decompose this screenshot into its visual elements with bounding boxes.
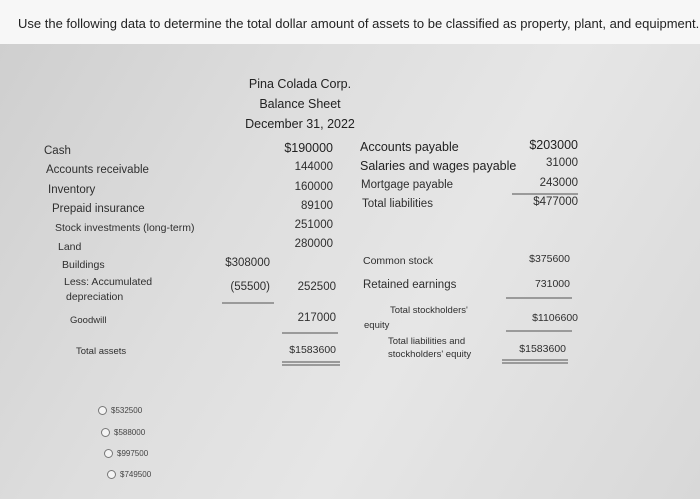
accounts-receivable-value: 144000: [294, 161, 333, 173]
answer-option-4-label: $749500: [120, 470, 152, 479]
total-liab-equity-value: $1583600: [519, 343, 566, 355]
mortgage-payable-value: 243000: [539, 177, 578, 189]
accounts-payable-label: Accounts payable: [360, 140, 459, 154]
accounts-receivable-label: Accounts receivable: [46, 164, 149, 176]
radio-button-icon[interactable]: [107, 470, 116, 479]
total-equity-label-1: Total stockholders': [390, 305, 468, 316]
common-stock-value: $375600: [529, 253, 570, 265]
prepaid-insurance-value: 89100: [301, 200, 333, 212]
salaries-payable-value: 31000: [546, 157, 578, 169]
total-liab-equity-underline-1: [502, 359, 568, 361]
total-liabilities-value: $477000: [533, 196, 578, 208]
accounts-payable-value: $203000: [529, 138, 578, 152]
answer-option-3-label: $997500: [117, 449, 149, 458]
salaries-payable-label: Salaries and wages payable: [360, 159, 517, 173]
total-equity-label-2: equity: [364, 320, 390, 331]
goodwill-label: Goodwill: [70, 315, 107, 326]
land-value: 280000: [294, 238, 333, 250]
radio-button-icon[interactable]: [98, 406, 107, 415]
goodwill-underline: [282, 332, 338, 334]
mortgage-payable-label: Mortgage payable: [361, 179, 454, 191]
total-assets-value: $1583600: [289, 344, 336, 356]
total-liab-equity-label-1: Total liabilities and: [388, 336, 466, 347]
buildings-label: Buildings: [62, 259, 105, 271]
total-assets-label: Total assets: [76, 346, 127, 357]
accum-dep-underline: [222, 302, 274, 304]
inventory-value: 160000: [294, 181, 333, 193]
retained-earnings-label: Retained earnings: [363, 279, 457, 291]
radio-button-icon[interactable]: [104, 449, 113, 458]
accum-dep-label-1: Less: Accumulated: [64, 276, 153, 288]
answer-option-2[interactable]: [101, 428, 145, 437]
question-header: [0, 0, 700, 45]
buildings-net-value: 252500: [297, 281, 336, 293]
answer-option-1[interactable]: [98, 406, 142, 415]
total-liabilities-label: Total liabilities: [362, 198, 433, 210]
buildings-amount: $308000: [225, 257, 270, 269]
stock-investments-value: 251000: [294, 219, 333, 231]
total-equity-underline: [506, 330, 572, 332]
balance-sheet-photo: [0, 44, 700, 499]
total-assets-underline-2: [282, 364, 340, 366]
answer-option-2-label: $588000: [114, 428, 146, 437]
total-assets-underline-1: [282, 361, 340, 363]
prepaid-insurance-label: Prepaid insurance: [52, 203, 145, 215]
answer-option-1-label: $532500: [111, 406, 143, 415]
inventory-label: Inventory: [48, 184, 96, 196]
answer-option-3[interactable]: [104, 449, 148, 458]
stock-investments-label: Stock investments (long-term): [55, 222, 195, 234]
land-label: Land: [58, 241, 82, 253]
total-liab-equity-underline-2: [502, 362, 568, 364]
common-stock-label: Common stock: [363, 255, 434, 267]
company-name: Pina Colada Corp.: [248, 77, 352, 91]
statement-date: December 31, 2022: [245, 117, 355, 131]
mortgage-underline: [512, 193, 578, 195]
accum-dep-amount: (55500): [230, 281, 270, 293]
statement-title: Balance Sheet: [259, 97, 341, 111]
cash-label: Cash: [44, 145, 71, 157]
goodwill-value: 217000: [297, 312, 336, 324]
radio-button-icon[interactable]: [101, 428, 110, 437]
retained-earnings-value: 731000: [534, 278, 570, 290]
answer-option-4[interactable]: [107, 470, 151, 479]
total-liab-equity-label-2: stockholders' equity: [388, 349, 472, 360]
cash-value: $190000: [284, 141, 333, 155]
total-equity-value: $1106600: [532, 312, 578, 324]
question-text: Use the following data to determine the total dollar amount of assets to be classified as property, plant, and equipment.: [18, 16, 700, 31]
retained-earnings-underline: [506, 297, 572, 299]
accum-dep-label-2: depreciation: [66, 291, 124, 303]
